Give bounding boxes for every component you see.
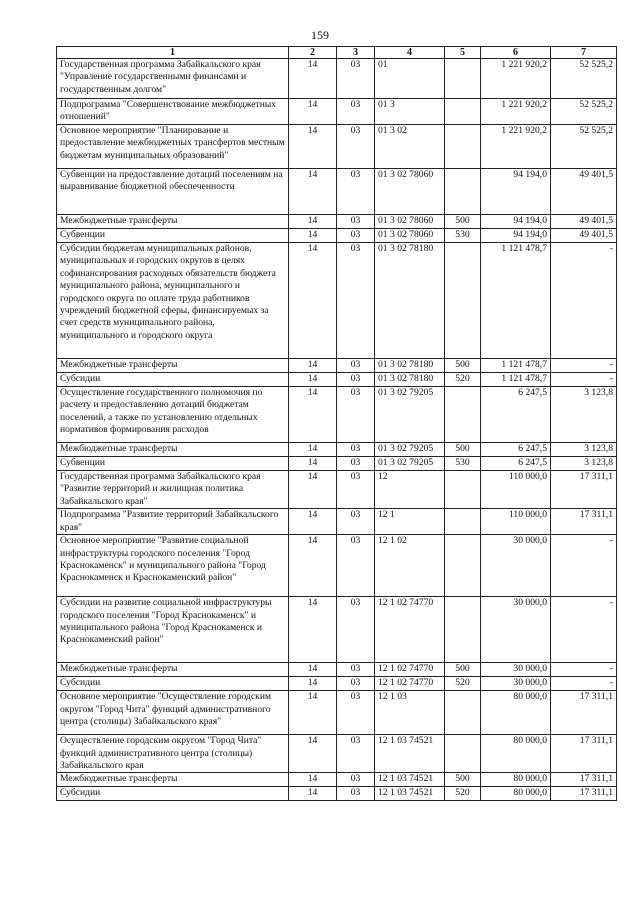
row-name: Государственная программа Забайкальского края "Развитие территорий и жилищная политика Забайкальского края" xyxy=(57,471,289,509)
row-subsection: 03 xyxy=(337,735,375,773)
table-row xyxy=(57,663,617,677)
row-expense-type: 500 xyxy=(445,215,481,229)
row-name: Межбюджетные трансферты xyxy=(57,215,289,229)
row-subsection: 03 xyxy=(337,229,375,243)
row-name: Основное мероприятие "Планирование и предоставление межбюджетных трансфертов местным бюджетам муниципальных образований" xyxy=(57,125,289,169)
row-section: 14 xyxy=(289,677,337,691)
row-amount-2: 3 123,8 xyxy=(551,387,617,443)
row-subsection: 03 xyxy=(337,169,375,215)
row-section: 14 xyxy=(289,59,337,99)
row-section: 14 xyxy=(289,735,337,773)
budget-table xyxy=(56,46,617,801)
row-subsection: 03 xyxy=(337,535,375,597)
table-row xyxy=(57,509,617,535)
row-subsection: 03 xyxy=(337,125,375,169)
row-expense-type: 520 xyxy=(445,677,481,691)
table-row xyxy=(57,443,617,457)
row-amount-1: 6 247,5 xyxy=(481,443,551,457)
table-row xyxy=(57,229,617,243)
row-section: 14 xyxy=(289,215,337,229)
row-amount-1: 30 000,0 xyxy=(481,597,551,663)
header-col-4: 4 xyxy=(375,47,445,59)
row-amount-2: - xyxy=(551,359,617,373)
header-col-5: 5 xyxy=(445,47,481,59)
row-expense-type xyxy=(445,509,481,535)
table-row xyxy=(57,243,617,359)
row-amount-2: 49 401,5 xyxy=(551,229,617,243)
row-amount-2: 17 311,1 xyxy=(551,773,617,787)
row-target-article: 01 3 02 79205 xyxy=(375,387,445,443)
row-target-article: 01 xyxy=(375,59,445,99)
row-expense-type xyxy=(445,59,481,99)
row-section: 14 xyxy=(289,373,337,387)
row-amount-2: 49 401,5 xyxy=(551,169,617,215)
header-col-3: 3 xyxy=(337,47,375,59)
row-name: Субсидии на развитие социальной инфраструктуры городского поселения "Город Краснокаменск" и муниципального района "Город Краснокаменск и Краснокаменский район" xyxy=(57,597,289,663)
row-amount-1: 80 000,0 xyxy=(481,787,551,801)
row-amount-1: 1 121 478,7 xyxy=(481,373,551,387)
row-section: 14 xyxy=(289,457,337,471)
row-subsection: 03 xyxy=(337,359,375,373)
row-expense-type xyxy=(445,99,481,125)
row-target-article: 12 1 02 74770 xyxy=(375,677,445,691)
row-subsection: 03 xyxy=(337,663,375,677)
row-target-article: 01 3 02 79205 xyxy=(375,457,445,471)
row-amount-1: 1 221 920,2 xyxy=(481,125,551,169)
row-amount-2: - xyxy=(551,373,617,387)
row-target-article: 12 1 02 xyxy=(375,535,445,597)
row-amount-2: 17 311,1 xyxy=(551,735,617,773)
row-amount-1: 1 121 478,7 xyxy=(481,359,551,373)
row-expense-type xyxy=(445,169,481,215)
row-section: 14 xyxy=(289,169,337,215)
row-name: Субвенции xyxy=(57,229,289,243)
row-name: Основное мероприятие "Развитие социальной инфраструктуры городского поселения "Город Краснокаменск" и муниципального района "Город Краснокаменск и Краснокаменский район" xyxy=(57,535,289,597)
table-row xyxy=(57,215,617,229)
table-row xyxy=(57,597,617,663)
row-section: 14 xyxy=(289,471,337,509)
row-target-article: 01 3 02 78060 xyxy=(375,215,445,229)
row-subsection: 03 xyxy=(337,677,375,691)
row-subsection: 03 xyxy=(337,471,375,509)
row-target-article: 01 3 02 78180 xyxy=(375,243,445,359)
row-section: 14 xyxy=(289,443,337,457)
row-subsection: 03 xyxy=(337,597,375,663)
row-name: Межбюджетные трансферты xyxy=(57,663,289,677)
row-name: Межбюджетные трансферты xyxy=(57,773,289,787)
row-name: Государственная программа Забайкальского края "Управление государственными финансами и государственным долгом" xyxy=(57,59,289,99)
row-amount-1: 30 000,0 xyxy=(481,663,551,677)
row-subsection: 03 xyxy=(337,99,375,125)
row-amount-2: 3 123,8 xyxy=(551,443,617,457)
row-section: 14 xyxy=(289,535,337,597)
row-section: 14 xyxy=(289,99,337,125)
row-subsection: 03 xyxy=(337,457,375,471)
row-expense-type xyxy=(445,243,481,359)
table-row xyxy=(57,169,617,215)
row-name: Субсидии xyxy=(57,677,289,691)
header-col-1: 1 xyxy=(57,47,289,59)
row-target-article: 01 3 02 79205 xyxy=(375,443,445,457)
row-target-article: 01 3 02 xyxy=(375,125,445,169)
table-row xyxy=(57,471,617,509)
row-subsection: 03 xyxy=(337,691,375,735)
row-amount-1: 30 000,0 xyxy=(481,677,551,691)
table-row xyxy=(57,387,617,443)
row-subsection: 03 xyxy=(337,59,375,99)
row-expense-type xyxy=(445,125,481,169)
row-expense-type: 520 xyxy=(445,787,481,801)
row-subsection: 03 xyxy=(337,509,375,535)
table-row xyxy=(57,125,617,169)
row-amount-2: 49 401,5 xyxy=(551,215,617,229)
row-amount-2: 17 311,1 xyxy=(551,691,617,735)
table-row xyxy=(57,457,617,471)
row-target-article: 12 1 02 74770 xyxy=(375,597,445,663)
row-name: Основное мероприятие "Осуществление городским округом "Город Чита" функций административного центра (столицы) Забайкальского края" xyxy=(57,691,289,735)
row-name: Субвенции на предоставление дотаций поселениям на выравнивание бюджетной обеспеченности xyxy=(57,169,289,215)
row-expense-type: 530 xyxy=(445,457,481,471)
row-section: 14 xyxy=(289,663,337,677)
row-name: Субсидии бюджетам муниципальных районов, муниципальных и городских округов в целях софинансирования расходных обязательств бюджета муниципального района, муниципального и городского округа по оплате труда работников учреждений бюджетной сферы, финансируемых за счет средств муниципального района, муниципального и городского округа xyxy=(57,243,289,359)
row-amount-2: - xyxy=(551,677,617,691)
row-target-article: 12 1 02 74770 xyxy=(375,663,445,677)
row-amount-2: 52 525,2 xyxy=(551,59,617,99)
page-number: 159 xyxy=(311,28,329,42)
row-amount-2: 52 525,2 xyxy=(551,125,617,169)
row-amount-2: - xyxy=(551,535,617,597)
row-amount-1: 1 221 920,2 xyxy=(481,59,551,99)
row-subsection: 03 xyxy=(337,373,375,387)
row-target-article: 12 1 03 xyxy=(375,691,445,735)
row-section: 14 xyxy=(289,125,337,169)
row-expense-type: 520 xyxy=(445,373,481,387)
row-section: 14 xyxy=(289,359,337,373)
row-name: Межбюджетные трансферты xyxy=(57,359,289,373)
row-amount-2: 52 525,2 xyxy=(551,99,617,125)
table-row xyxy=(57,677,617,691)
row-section: 14 xyxy=(289,387,337,443)
table-row xyxy=(57,59,617,99)
row-name: Субвенции xyxy=(57,457,289,471)
table-row xyxy=(57,773,617,787)
row-amount-2: - xyxy=(551,597,617,663)
row-target-article: 12 1 03 74521 xyxy=(375,773,445,787)
row-amount-1: 94 194,0 xyxy=(481,169,551,215)
row-amount-2: 17 311,1 xyxy=(551,787,617,801)
row-amount-1: 1 121 478,7 xyxy=(481,243,551,359)
row-expense-type xyxy=(445,387,481,443)
header-col-2: 2 xyxy=(289,47,337,59)
row-section: 14 xyxy=(289,787,337,801)
row-expense-type: 500 xyxy=(445,359,481,373)
row-expense-type xyxy=(445,471,481,509)
row-amount-1: 110 000,0 xyxy=(481,509,551,535)
row-target-article: 01 3 xyxy=(375,99,445,125)
row-expense-type xyxy=(445,597,481,663)
row-name: Осуществление государственного полномочия по расчету и предоставлению дотаций бюджетам поселений, а также по установлению отдельных нормативов формирования расходов xyxy=(57,387,289,443)
table-row xyxy=(57,691,617,735)
row-expense-type: 500 xyxy=(445,773,481,787)
row-name: Осуществление городским округом "Город Чита" функций административного центра (столицы) Забайкальского края xyxy=(57,735,289,773)
row-target-article: 01 3 02 78180 xyxy=(375,373,445,387)
table-row xyxy=(57,99,617,125)
row-amount-2: 17 311,1 xyxy=(551,471,617,509)
row-name: Подпрограмма "Совершенствование межбюджетных отношений" xyxy=(57,99,289,125)
row-amount-1: 30 000,0 xyxy=(481,535,551,597)
row-subsection: 03 xyxy=(337,443,375,457)
row-expense-type: 530 xyxy=(445,229,481,243)
table-row xyxy=(57,735,617,773)
row-amount-2: 17 311,1 xyxy=(551,509,617,535)
row-amount-2: 3 123,8 xyxy=(551,457,617,471)
row-expense-type xyxy=(445,535,481,597)
row-amount-1: 1 221 920,2 xyxy=(481,99,551,125)
row-amount-1: 6 247,5 xyxy=(481,457,551,471)
row-amount-1: 80 000,0 xyxy=(481,691,551,735)
row-expense-type: 500 xyxy=(445,663,481,677)
row-subsection: 03 xyxy=(337,387,375,443)
table-row xyxy=(57,787,617,801)
row-section: 14 xyxy=(289,243,337,359)
row-subsection: 03 xyxy=(337,243,375,359)
row-section: 14 xyxy=(289,597,337,663)
row-subsection: 03 xyxy=(337,773,375,787)
row-section: 14 xyxy=(289,509,337,535)
row-amount-1: 80 000,0 xyxy=(481,773,551,787)
row-section: 14 xyxy=(289,691,337,735)
row-target-article: 01 3 02 78060 xyxy=(375,169,445,215)
table-row xyxy=(57,373,617,387)
row-expense-type xyxy=(445,735,481,773)
table-row xyxy=(57,535,617,597)
header-col-7: 7 xyxy=(551,47,617,59)
row-expense-type xyxy=(445,691,481,735)
row-amount-1: 94 194,0 xyxy=(481,215,551,229)
row-expense-type: 500 xyxy=(445,443,481,457)
row-subsection: 03 xyxy=(337,215,375,229)
row-target-article: 12 1 03 74521 xyxy=(375,735,445,773)
row-target-article: 12 1 xyxy=(375,509,445,535)
row-amount-1: 6 247,5 xyxy=(481,387,551,443)
row-section: 14 xyxy=(289,773,337,787)
row-name: Межбюджетные трансферты xyxy=(57,443,289,457)
row-target-article: 12 xyxy=(375,471,445,509)
row-target-article: 01 3 02 78180 xyxy=(375,359,445,373)
row-target-article: 12 1 03 74521 xyxy=(375,787,445,801)
table-header-row xyxy=(57,47,617,59)
row-subsection: 03 xyxy=(337,787,375,801)
header-col-6: 6 xyxy=(481,47,551,59)
row-name: Субсидии xyxy=(57,787,289,801)
row-name: Субсидии xyxy=(57,373,289,387)
row-target-article: 01 3 02 78060 xyxy=(375,229,445,243)
row-section: 14 xyxy=(289,229,337,243)
row-name: Подпрограмма "Развитие территорий Забайкальского края" xyxy=(57,509,289,535)
row-amount-2: - xyxy=(551,243,617,359)
row-amount-1: 110 000,0 xyxy=(481,471,551,509)
table-row xyxy=(57,359,617,373)
row-amount-2: - xyxy=(551,663,617,677)
row-amount-1: 80 000,0 xyxy=(481,735,551,773)
row-amount-1: 94 194,0 xyxy=(481,229,551,243)
